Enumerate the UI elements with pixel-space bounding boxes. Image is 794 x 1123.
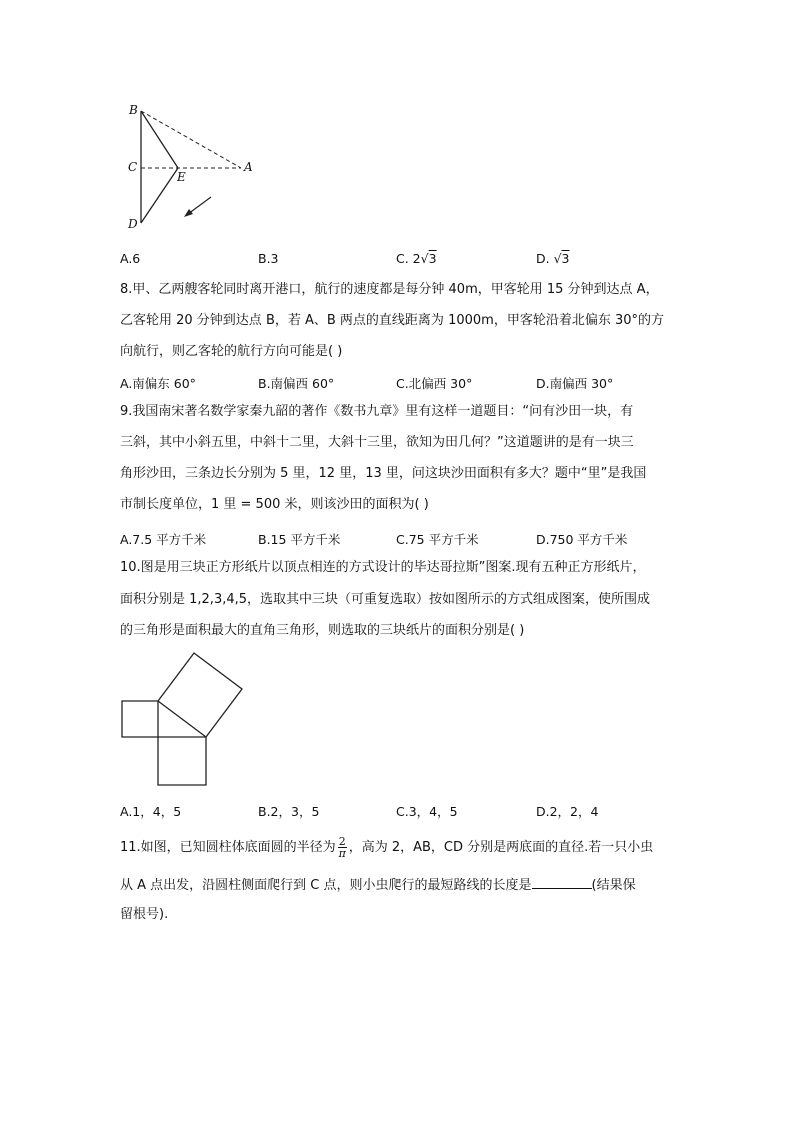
q8-options <box>120 374 680 390</box>
q10-line-2: 面积分别是 1,2,3,4,5，选取其中三块（可重复选取）按如图所示的方式组成图案，使所围成 <box>120 592 651 607</box>
pythagoras-squares-figure <box>115 645 250 790</box>
segment-ba-dashed <box>141 111 241 168</box>
q8-option-c[interactable]: C.北偏西 30° <box>396 376 473 391</box>
q9-options <box>120 530 680 546</box>
label-a: A <box>244 160 253 174</box>
q11-text-c: 从 A 点出发，沿圆柱侧面爬行到 C 点，则小虫爬行的最短路线的长度是 <box>120 878 532 893</box>
q7-option-d[interactable]: D. √3 <box>536 251 570 266</box>
q7-option-b[interactable]: B.3 <box>258 251 279 266</box>
q8-line-1: 8.甲、乙两艘客轮同时离开港口，航行的速度都是每分钟 40m，甲客轮用 15 分钟到达点 A， <box>120 282 659 297</box>
q7-option-c[interactable]: C. 2√3 <box>396 251 437 266</box>
q9-line-3: 角形沙田，三条边长分别为 5 里，12 里，13 里，问这块沙田面积有多大？题中“里”是我国 <box>120 466 647 481</box>
segment-de <box>141 168 178 223</box>
q9-line-2: 三斜，其中小斜五里，中斜十二里，大斜十三里，欲知为田几何？”这道题讲的是有一块三 <box>120 435 634 450</box>
q11-line-2 <box>120 876 636 894</box>
small-square <box>122 701 158 737</box>
large-square <box>158 653 242 737</box>
q10-option-d[interactable]: D.2，2，4 <box>536 804 599 819</box>
segment-be <box>141 111 178 168</box>
q8-option-d[interactable]: D.南偏西 30° <box>536 376 614 391</box>
direction-arrow-shaft <box>188 197 211 214</box>
q8-line-2: 乙客轮用 20 分钟到达点 B，若 A、B 两点的直线距离为 1000m，甲客轮沿着北偏东 30°的方 <box>120 313 664 328</box>
q7-options <box>120 251 680 267</box>
q9-option-a[interactable]: A.7.5 平方千米 <box>120 532 207 547</box>
q9-line-4: 市制长度单位，1 里 = 500 米，则该沙田的面积为( ) <box>120 497 429 512</box>
q10-option-b[interactable]: B.2，3，5 <box>258 804 320 819</box>
label-b: B <box>129 103 138 117</box>
q10-line-1: 10.图是用三块正方形纸片以顶点相连的方式设计的毕达哥拉斯”图案.现有五种正方形纸片， <box>120 560 646 575</box>
q8-option-a[interactable]: A.南偏东 60° <box>120 376 196 391</box>
answer-blank[interactable] <box>532 876 592 889</box>
q10-line-3: 的三角形是面积最大的直角三角形，则选取的三块纸片的面积分别是( ) <box>120 623 525 638</box>
fraction-numerator: 2 <box>338 835 346 848</box>
q9-option-d[interactable]: D.750 平方千米 <box>536 532 628 547</box>
q7-option-a[interactable]: A.6 <box>120 251 141 266</box>
q8-option-b[interactable]: B.南偏西 60° <box>258 376 335 391</box>
q11-text-b: ，高为 2，AB，CD 分别是两底面的直径.若一只小虫 <box>348 840 654 855</box>
q10-options <box>120 802 680 818</box>
fraction-denominator: π <box>338 847 346 860</box>
label-e: E <box>177 170 186 184</box>
q10-option-c[interactable]: C.3，4，5 <box>396 804 458 819</box>
q8-line-3: 向航行，则乙客轮的航行方向可能是( ) <box>120 344 343 359</box>
q9-option-b[interactable]: B.15 平方千米 <box>258 532 341 547</box>
q11-line-3: 留根号). <box>120 907 169 922</box>
label-d: D <box>128 217 138 231</box>
q9-line-1: 9.我国南宋著名数学家秦九韶的著作《数书九章》里有这样一道题目：“问有沙田一块，有 <box>120 404 634 419</box>
q9-option-c[interactable]: C.75 平方千米 <box>396 532 479 547</box>
q11-text-a: 11.如图，已知圆柱体底面圆的半径为 <box>120 840 336 855</box>
direction-arrow-head <box>184 209 193 217</box>
fraction-2-over-pi <box>338 836 347 859</box>
q11-line-1 <box>120 836 653 859</box>
medium-square <box>158 737 206 785</box>
q10-option-a[interactable]: A.1，4，5 <box>120 804 182 819</box>
q11-text-d: (结果保 <box>591 878 636 893</box>
label-c: C <box>128 160 138 174</box>
